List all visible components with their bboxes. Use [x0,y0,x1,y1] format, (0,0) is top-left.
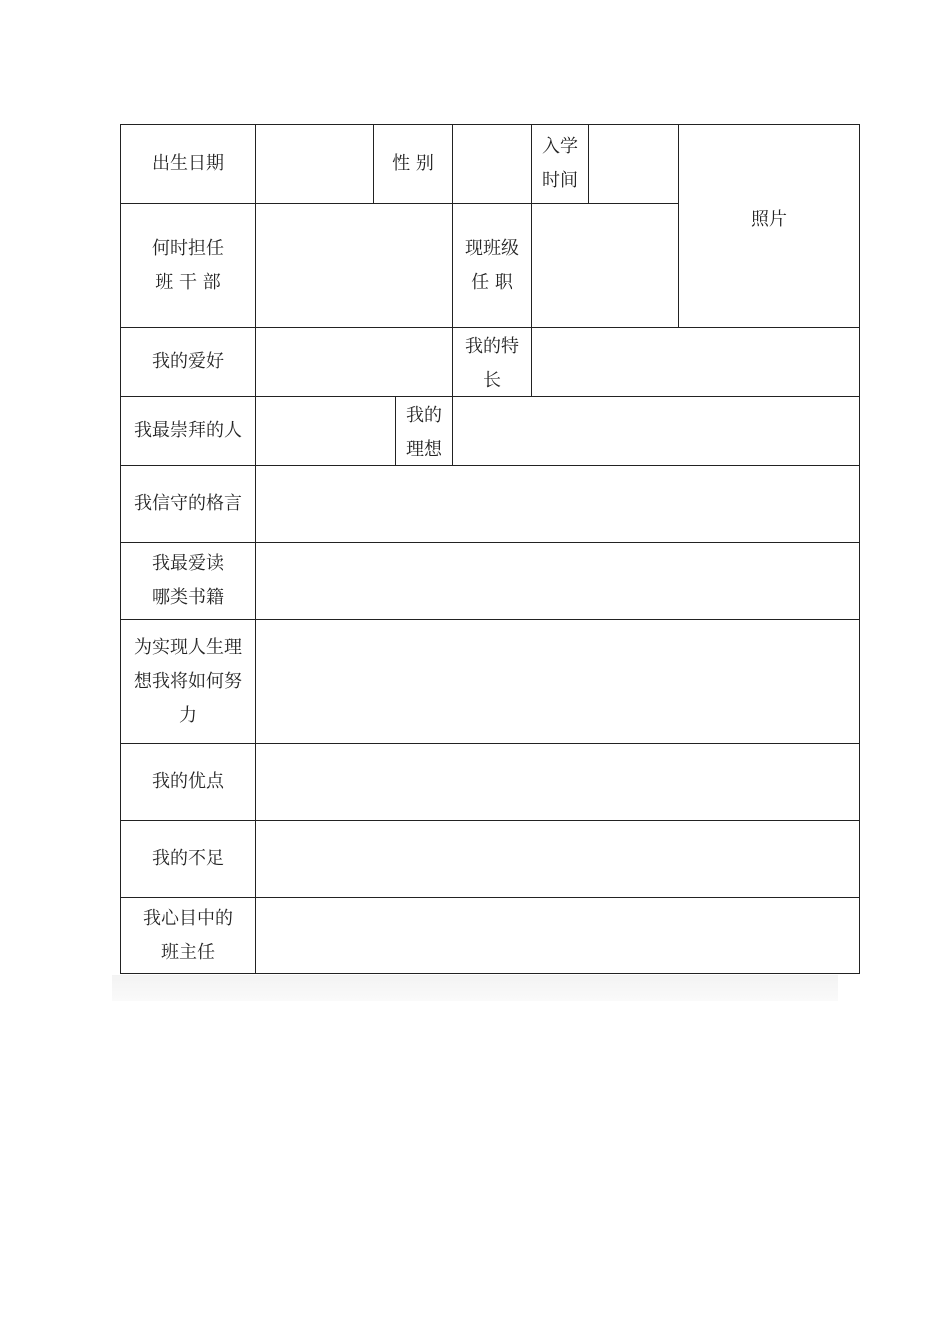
cadre-since-field[interactable] [255,203,453,328]
specialty-field[interactable] [531,327,860,397]
current-post-label: 现班级 任 职 [452,203,532,328]
idol-label: 我最崇拜的人 [120,396,256,466]
weaknesses-label: 我的不足 [120,820,256,898]
photo-box[interactable]: 照片 [678,124,860,328]
ideal-teacher-field[interactable] [255,897,860,974]
gender-field[interactable] [452,124,532,204]
effort-label: 为实现人生理 想我将如何努 力 [120,619,256,744]
ideal-field[interactable] [452,396,860,466]
enroll-time-label: 入学 时间 [531,124,589,204]
effort-field[interactable] [255,619,860,744]
weaknesses-field[interactable] [255,820,860,898]
ideal-label: 我的 理想 [395,396,453,466]
hobby-field[interactable] [255,327,453,397]
cadre-since-label: 何时担任 班 干 部 [120,203,256,328]
gender-label: 性 别 [373,124,453,204]
page-shadow-strip [112,975,838,1001]
specialty-label: 我的特 长 [452,327,532,397]
ideal-teacher-label: 我心目中的 班主任 [120,897,256,974]
current-post-field[interactable] [531,203,679,328]
motto-label: 我信守的格言 [120,465,256,543]
strengths-field[interactable] [255,743,860,821]
enroll-time-field[interactable] [588,124,679,204]
idol-field[interactable] [255,396,396,466]
birth-date-field[interactable] [255,124,374,204]
motto-field[interactable] [255,465,860,543]
strengths-label: 我的优点 [120,743,256,821]
books-field[interactable] [255,542,860,620]
hobby-label: 我的爱好 [120,327,256,397]
books-label: 我最爱读 哪类书籍 [120,542,256,620]
birth-date-label: 出生日期 [120,124,256,204]
